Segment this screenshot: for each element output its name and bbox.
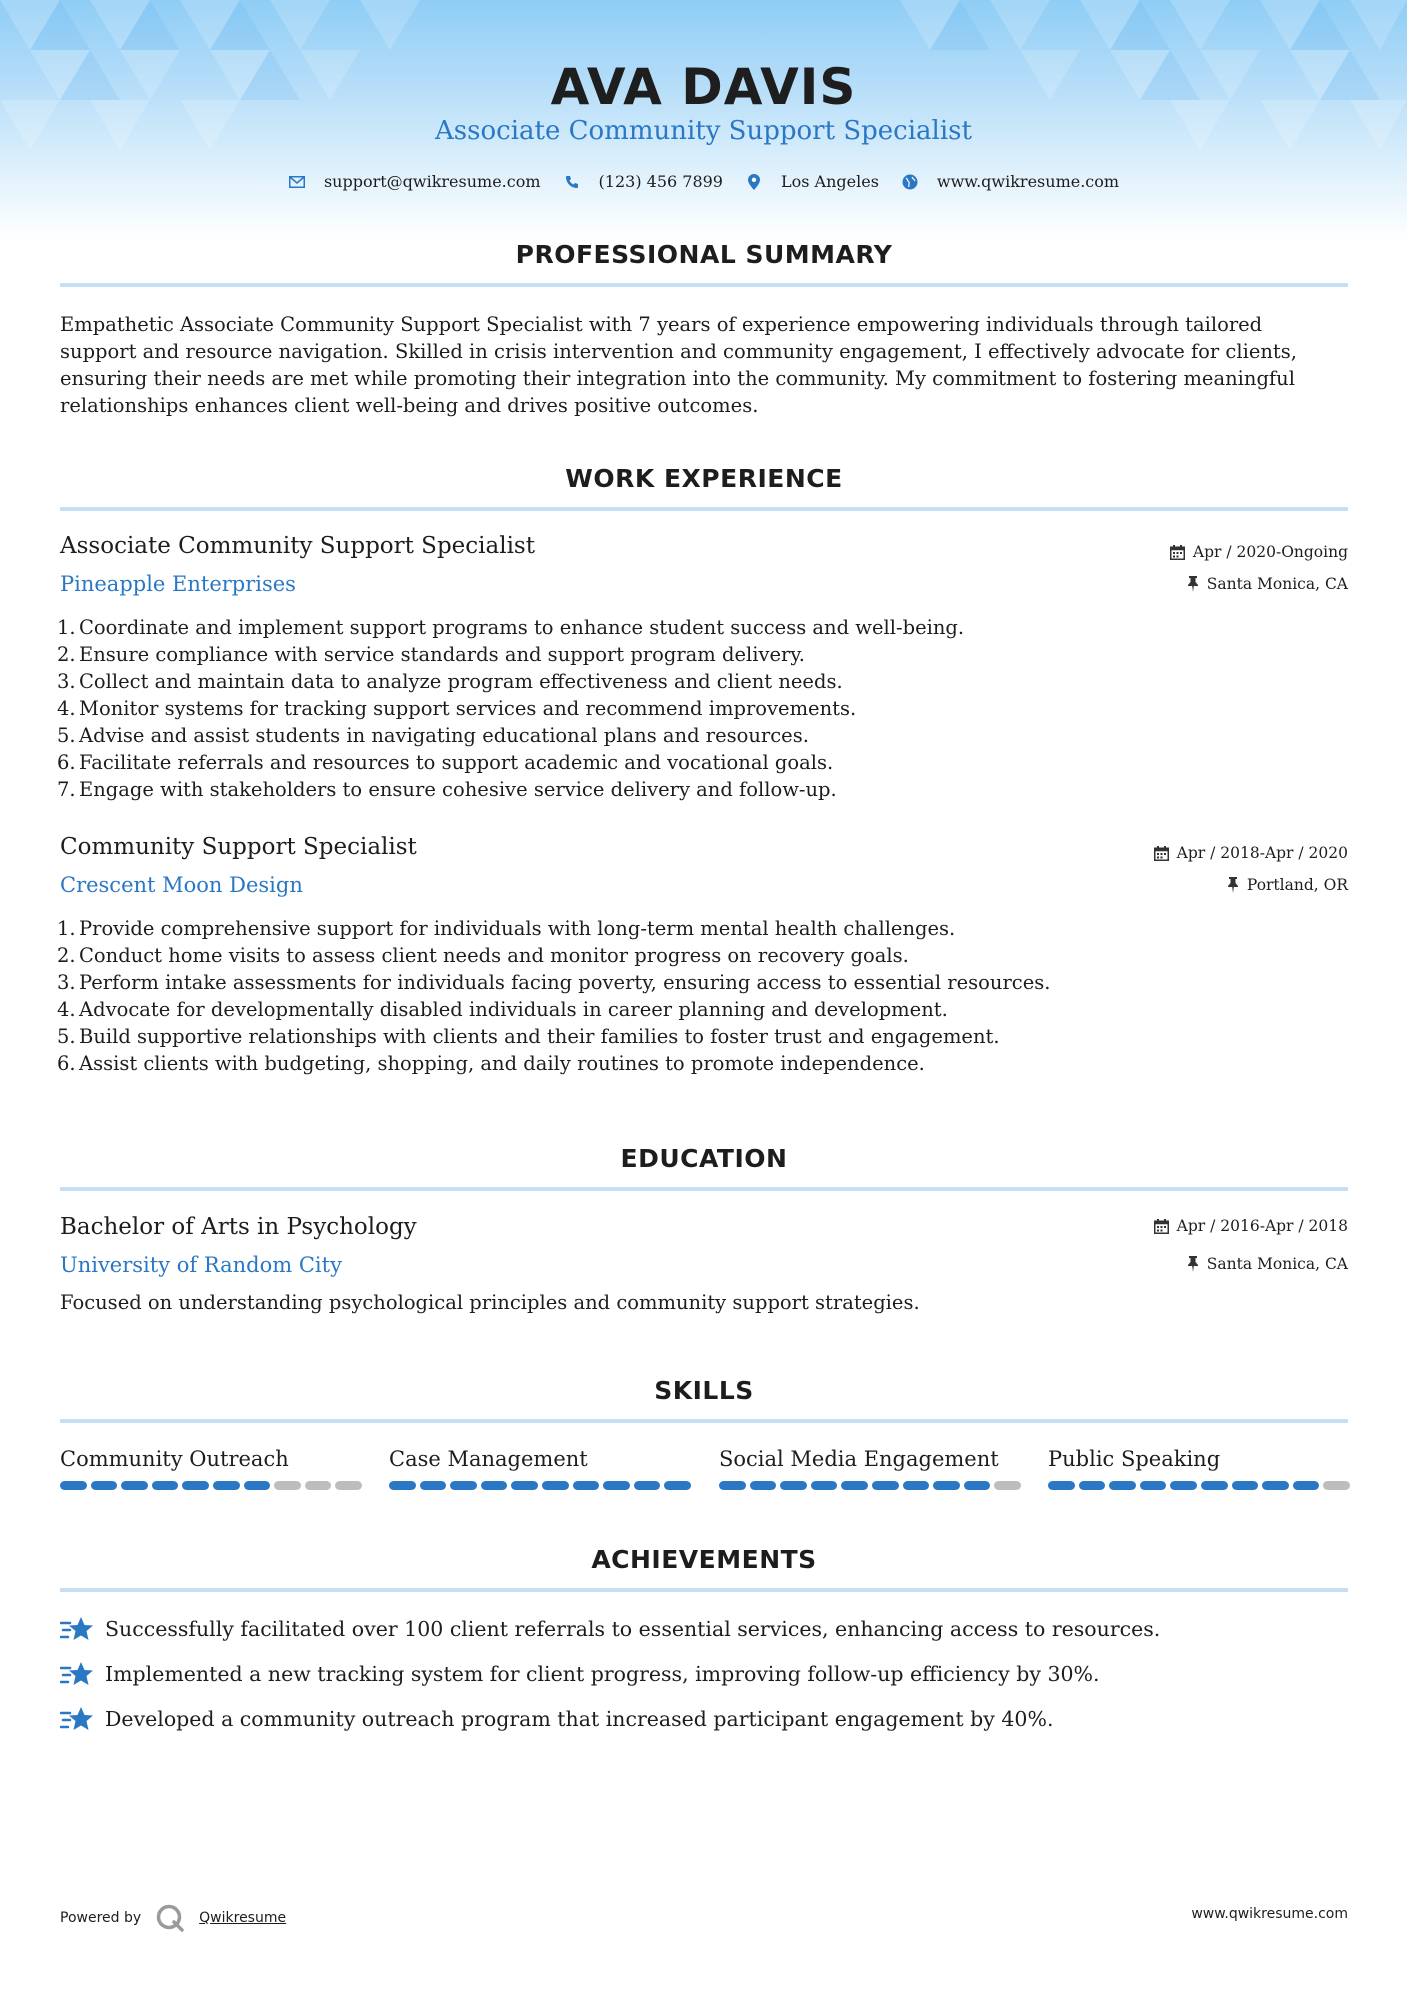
bullet-item: 6. Assist clients with budgeting, shopping, and daily routines to promote independence. <box>57 1052 925 1075</box>
education-location-text: Santa Monica, CA <box>1206 1255 1348 1273</box>
skill-item <box>719 1447 1021 1490</box>
skill-level-segment <box>335 1481 362 1490</box>
summary-line: relationships enhances client well-being and drives positive outcomes. <box>60 394 759 417</box>
summary-heading: PROFESSIONAL SUMMARY <box>515 240 893 269</box>
skill-level-segment <box>780 1481 807 1490</box>
achievement-text: Developed a community outreach program that increased participant engagement by 40%. <box>105 1707 1054 1731</box>
school-name: University of Random City <box>60 1253 342 1277</box>
footer-powered-by <box>60 1903 286 1933</box>
skill-level-segment <box>664 1481 691 1490</box>
bullet-item: 5. Advise and assist students in navigating educational plans and resources. <box>57 724 809 747</box>
skill-level-segment <box>964 1481 991 1490</box>
location-text: Los Angeles <box>780 172 879 191</box>
contact-phone[interactable] <box>563 172 723 191</box>
skill-level-segment <box>994 1481 1021 1490</box>
bullet-item: 6. Facilitate referrals and resources to support academic and vocational goals. <box>57 751 834 774</box>
powered-by-label: Powered by <box>60 1910 142 1926</box>
summary-line: ensuring their needs are met while promoting their integration into the community. My commitment to fostering meaningful <box>60 367 1295 390</box>
candidate-title: Associate Community Support Specialist <box>435 116 972 146</box>
achievement-item <box>60 1704 1053 1734</box>
experience-divider <box>60 507 1348 511</box>
globe-icon <box>901 173 919 191</box>
skill-level-segment <box>389 1481 416 1490</box>
pushpin-icon <box>1227 877 1239 893</box>
bullet-item: 3. Perform intake assessments for individuals facing poverty, ensuring access to essential resources. <box>57 971 1051 994</box>
contact-location <box>745 172 879 191</box>
education-divider <box>60 1187 1348 1191</box>
calendar-icon <box>1170 545 1185 560</box>
bullet-item: 5. Build supportive relationships with clients and their families to foster trust and engagement. <box>57 1025 1000 1048</box>
skill-level-segment <box>1048 1481 1075 1490</box>
skill-level-segment <box>933 1481 960 1490</box>
degree-title: Bachelor of Arts in Psychology <box>60 1214 417 1240</box>
education-dates-text: Apr / 2016-Apr / 2018 <box>1176 1217 1348 1235</box>
map-pin-icon <box>745 173 763 191</box>
job-bullets <box>57 915 1257 1077</box>
skill-level-segment <box>1201 1481 1228 1490</box>
bullet-item: 7. Engage with stakeholders to ensure cohesive service delivery and follow-up. <box>57 778 837 801</box>
pushpin-icon <box>1187 576 1199 592</box>
skill-name: Case Management <box>389 1447 588 1471</box>
skill-level-segment <box>903 1481 930 1490</box>
skill-level-segment <box>542 1481 569 1490</box>
skill-level-segment <box>719 1481 746 1490</box>
education-description: Focused on understanding psychological principles and community support strategies. <box>60 1291 920 1314</box>
skill-level-segment <box>573 1481 600 1490</box>
skill-level-segment <box>152 1481 179 1490</box>
skill-item <box>1048 1447 1350 1490</box>
job-location <box>1227 876 1348 894</box>
skill-level-bar <box>1048 1481 1350 1490</box>
bullet-item: 4. Monitor systems for tracking support services and recommend improvements. <box>57 697 857 720</box>
skill-level-segment <box>1232 1481 1259 1490</box>
skill-name: Community Outreach <box>60 1447 289 1471</box>
skill-level-segment <box>1079 1481 1106 1490</box>
contact-bar <box>0 172 1407 191</box>
qwikresume-link[interactable]: Qwikresume <box>199 1910 287 1926</box>
skills-heading: SKILLS <box>654 1376 754 1405</box>
skill-level-segment <box>121 1481 148 1490</box>
experience-heading: WORK EXPERIENCE <box>565 464 843 493</box>
envelope-icon <box>288 173 306 191</box>
bullet-item: 1. Coordinate and implement support programs to enhance student success and well-being. <box>57 616 965 639</box>
skill-level-segment <box>244 1481 271 1490</box>
skill-level-bar <box>719 1481 1021 1490</box>
skill-item <box>389 1447 691 1490</box>
candidate-name: AVA DAVIS <box>550 58 857 116</box>
summary-line: Empathetic Associate Community Support Specialist with 7 years of experience empowering individuals through tailored <box>60 313 1263 336</box>
skill-level-segment <box>750 1481 777 1490</box>
skill-level-segment <box>420 1481 447 1490</box>
skill-level-segment <box>1140 1481 1167 1490</box>
skill-level-segment <box>1109 1481 1136 1490</box>
skill-level-segment <box>841 1481 868 1490</box>
job-title: Associate Community Support Specialist <box>60 533 535 559</box>
job-location-text: Santa Monica, CA <box>1206 575 1348 593</box>
job-location-text: Portland, OR <box>1246 876 1348 894</box>
star-icon <box>60 1614 94 1644</box>
skill-level-segment <box>1262 1481 1289 1490</box>
skills-divider <box>60 1419 1348 1423</box>
skill-level-segment <box>1170 1481 1197 1490</box>
skill-level-segment <box>603 1481 630 1490</box>
skill-level-segment <box>182 1481 209 1490</box>
skill-level-segment <box>1323 1481 1350 1490</box>
footer-website-link[interactable]: www.qwikresume.com <box>1191 1906 1348 1922</box>
skill-level-segment <box>1293 1481 1320 1490</box>
skill-level-segment <box>511 1481 538 1490</box>
skill-level-segment <box>91 1481 118 1490</box>
website-text: www.qwikresume.com <box>936 172 1120 191</box>
achievements-heading: ACHIEVEMENTS <box>591 1545 817 1574</box>
bullet-item: 2. Conduct home visits to assess client needs and monitor progress on recovery goals. <box>57 944 909 967</box>
skill-level-segment <box>450 1481 477 1490</box>
contact-email[interactable] <box>288 172 541 191</box>
skill-level-segment <box>634 1481 661 1490</box>
job-location <box>1187 575 1348 593</box>
skill-level-bar <box>60 1481 362 1490</box>
bullet-item: 3. Collect and maintain data to analyze program effectiveness and client needs. <box>57 670 843 693</box>
skill-item <box>60 1447 362 1490</box>
qwikresume-logo-icon <box>155 1903 185 1933</box>
job-company: Crescent Moon Design <box>60 873 303 897</box>
summary-text <box>60 311 1350 419</box>
phone-icon <box>563 173 581 191</box>
job-dates-text: Apr / 2020-Ongoing <box>1192 543 1348 561</box>
skill-level-bar <box>389 1481 691 1490</box>
summary-line: support and resource navigation. Skilled in crisis intervention and community engagement, I effectively advocate for clients, <box>60 340 1297 363</box>
job-title: Community Support Specialist <box>60 834 417 860</box>
bullet-item: 2. Ensure compliance with service standards and support program delivery. <box>57 643 805 666</box>
job-dates <box>1170 543 1348 561</box>
skill-level-segment <box>213 1481 240 1490</box>
job-company: Pineapple Enterprises <box>60 572 296 596</box>
skill-level-segment <box>305 1481 332 1490</box>
pushpin-icon <box>1187 1256 1199 1272</box>
skill-level-segment <box>872 1481 899 1490</box>
achievement-text: Implemented a new tracking system for client progress, improving follow-up efficiency by 30%. <box>105 1662 1100 1686</box>
email-text: support@qwikresume.com <box>323 172 541 191</box>
achievement-item <box>60 1659 1100 1689</box>
skill-level-segment <box>274 1481 301 1490</box>
skill-level-segment <box>481 1481 508 1490</box>
skill-name: Social Media Engagement <box>719 1447 999 1471</box>
skill-name: Public Speaking <box>1048 1447 1221 1471</box>
contact-website[interactable] <box>901 172 1119 191</box>
phone-text: (123) 456 7899 <box>598 172 723 191</box>
bullet-item: 4. Advocate for developmentally disabled individuals in career planning and development. <box>57 998 948 1021</box>
star-icon <box>60 1704 94 1734</box>
star-icon <box>60 1659 94 1689</box>
achievement-text: Successfully facilitated over 100 client referrals to essential services, enhancing access to resources. <box>105 1617 1161 1641</box>
bullet-item: 1. Provide comprehensive support for individuals with long-term mental health challenges. <box>57 917 956 940</box>
education-heading: EDUCATION <box>620 1144 788 1173</box>
job-dates-text: Apr / 2018-Apr / 2020 <box>1176 844 1348 862</box>
achievement-item <box>60 1614 1160 1644</box>
skill-level-segment <box>811 1481 838 1490</box>
calendar-icon <box>1154 846 1169 861</box>
achievements-divider <box>60 1588 1348 1592</box>
job-bullets <box>57 614 1257 803</box>
job-dates <box>1154 844 1348 862</box>
education-dates <box>1154 1217 1348 1235</box>
skill-level-segment <box>60 1481 87 1490</box>
calendar-icon <box>1154 1219 1169 1234</box>
education-location <box>1187 1255 1348 1273</box>
summary-divider <box>60 283 1348 287</box>
